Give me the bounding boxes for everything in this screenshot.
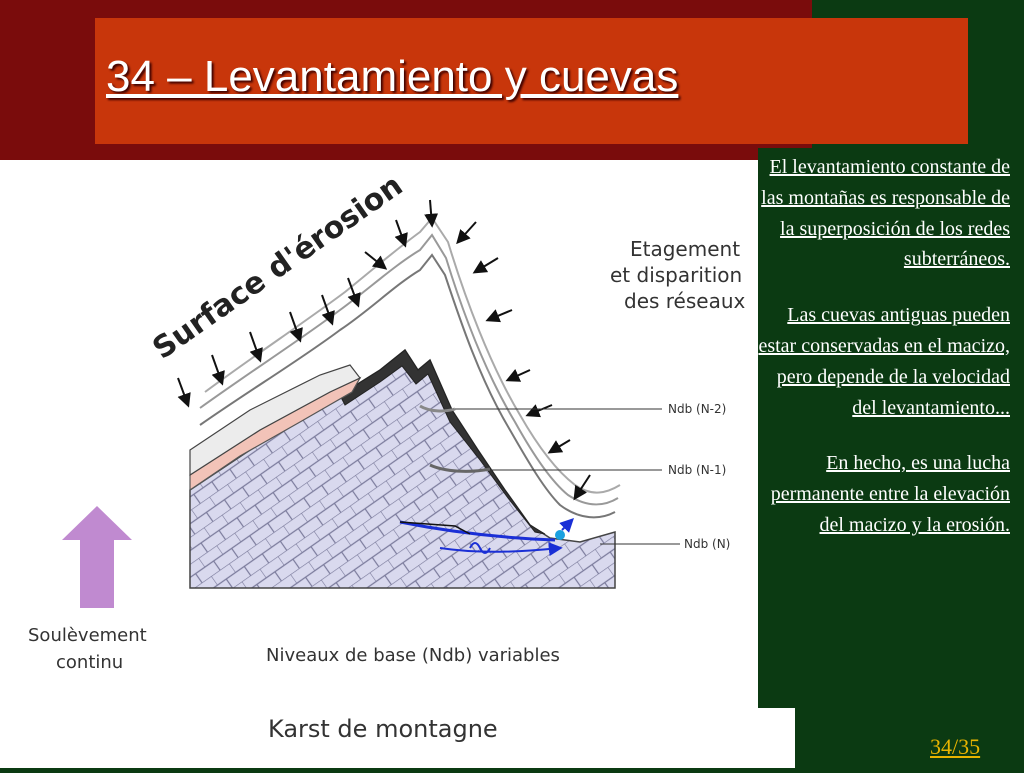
base-levels-caption: Niveaux de base (Ndb) variables — [266, 645, 560, 666]
slide-title: 34 – Levantamiento y cuevas — [106, 52, 679, 101]
erosion-surface-label: Surface d'érosion — [146, 168, 410, 367]
paragraph-uplift: El levantamiento constante de las montañas es responsable de la superposición de los redes subterráneos. — [761, 156, 1010, 271]
uplift-label-line-1: Soulèvement — [28, 625, 147, 646]
staging-label-line-2: et disparition — [610, 263, 743, 287]
karst-diagram — [0, 160, 795, 768]
level-label-n-1: Ndb (N-1) — [668, 463, 727, 477]
level-label-n: Ndb (N) — [684, 537, 731, 551]
uplift-arrow — [62, 506, 132, 608]
paragraph-old-caves: Las cuevas antiguas pueden estar conservadas en el macizo, pero depende de la velocidad del levantamiento... — [758, 304, 1010, 419]
paragraph-struggle: En hecho, es una lucha permanente entre la elevación del macizo y la erosión. — [770, 452, 1010, 536]
level-label-n-2: Ndb (N-2) — [668, 402, 727, 416]
figure-caption: Karst de montagne — [268, 715, 498, 743]
explanation-panel — [758, 148, 1010, 708]
staging-label-line-3: des réseaux — [624, 289, 746, 313]
uplift-label-line-2: continu — [56, 652, 124, 673]
staging-label-line-1: Etagement — [630, 237, 741, 261]
page-number-link[interactable]: 34/35 — [930, 734, 981, 759]
limestone-massif — [190, 350, 615, 588]
